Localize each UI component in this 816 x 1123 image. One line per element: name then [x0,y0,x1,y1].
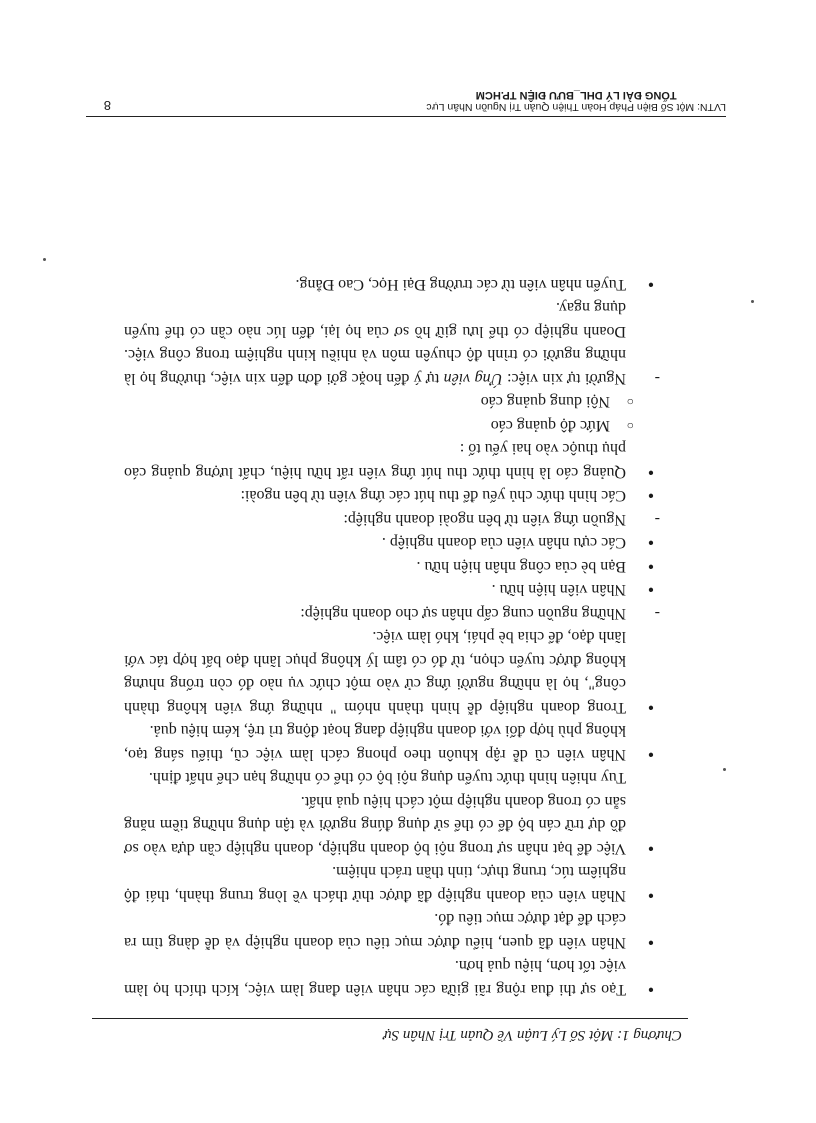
external-sources-heading: - Nguồn ứng viên từ bên ngoài doanh nghiệp: [124,508,654,532]
page-body [124,273,654,1002]
chapter-header: Chương 1: Một Số Lý Luận Về Quản Trị Nhân Sự [383,1027,682,1043]
self-applicants-text: tự ý đến hoặc gởi đơn đến xin việc, thường họ là những người có trình độ chuyên môn và nhiều kinh nghiệm trong công việc. Doanh nghiệp có thể lưu giữ hồ sơ của họ lại, đến lúc nào cần có thể tuyển dụng ngay. [124,299,626,387]
limitation-bullet: ● Nhân viên cũ dễ rập khuôn theo phong cách làm việc cũ, thiếu sáng tạo, không phù hợp đối với doanh nghiệp đang hoạt động trì trệ, kém hiệu quả. [124,719,654,766]
supply-source-item: ● Các cựu nhân viên của doanh nghiệp . [124,531,654,555]
external-source-bullet: ● Quảng cáo là hình thức thu hút ứng viên rất hữu hiệu, chất lượng quảng cáo phụ thuộc vào hai yếu tố : [124,437,654,484]
limitation-bullet: ● Trong doanh nghiệp dễ hình thành nhóm " những ứng viên không thành công", họ là những người ứng cử vào một chức vụ nào đó còn trống nhưng không được tuyển chọn, từ đó có tâm lý không phục lãnh đạo bất hợp tác với lãnh đạo, để chia bè phái, khó làm việc. [124,625,654,719]
advertising-factor: ○ Nội dung quảng cáo [124,390,654,414]
external-source-bullet: ● Các hình thức chủ yếu để thu hút các ứng viên từ bên ngoài: [124,484,654,508]
scan-speck [43,258,46,261]
page-number: 8 [103,98,111,113]
advertising-factor: ○ Mức độ quảng cáo [124,414,654,438]
footer-block [426,89,726,113]
footer-organization: TỔNG ĐÀI LÝ DHL_BƯU ĐIỆN TP.HCM [475,89,677,101]
header-rule [92,1018,688,1019]
supply-sources-heading: - Những nguồn cung cấp nhân sự cho doanh nghiệp: [124,602,654,626]
supply-source-item: ● Bạn bè của công nhân hiện hữu . [124,555,654,579]
intro-bullet: ● Tạo sự thi đua rộng rãi giữa các nhân viên đang làm việc, kích thích họ làm việc tốt hơn, hiệu quả hơn. [124,954,654,1001]
supply-source-item: ● Nhân viên hiện hữu . [124,578,654,602]
intro-bullet: ● Việc để bạt nhân sự trong nội bộ doanh nghiệp, doanh nghiệp cần dựa vào sơ đồ dự trữ cán bộ để có thể sử dụng đúng người và tận dụng những tiềm năng sẵn có trong doanh nghiệp một cách hiệu quả nhất. [124,790,654,861]
intro-bullet: ● Nhân viên của doanh nghiệp đã được thử thách về lòng trung thành, thái độ nghiêm túc, trung thực, tinh thần trách nhiệm. [124,860,654,907]
scan-speck [751,300,754,303]
scan-speck [723,768,726,771]
self-applicants-emphasis: Ứng viên [443,370,503,387]
self-applicants-paragraph [124,296,654,390]
limitation-paragraph: Tuy nhiên hình thức tuyển dụng nội bộ có thể có những hạn chế nhất định. [148,769,626,787]
intro-bullet: ● Nhân viên đã quen, hiểu được mục tiêu của doanh nghiệp và dễ dàng tìm ra cách để đạt được mục tiêu đó. [124,907,654,954]
footer-rule [86,116,726,117]
footer-thesis-title: LVTN: Một Số Biện Pháp Hoàn Thiện Quản Trị Nguồn Nhân Lực [426,101,726,113]
self-applicants-heading: Người tự xin việc: [507,370,626,387]
final-bullet: ● Tuyển nhân viên từ các trường Đại Học, Cao Đẳng. [124,273,654,297]
